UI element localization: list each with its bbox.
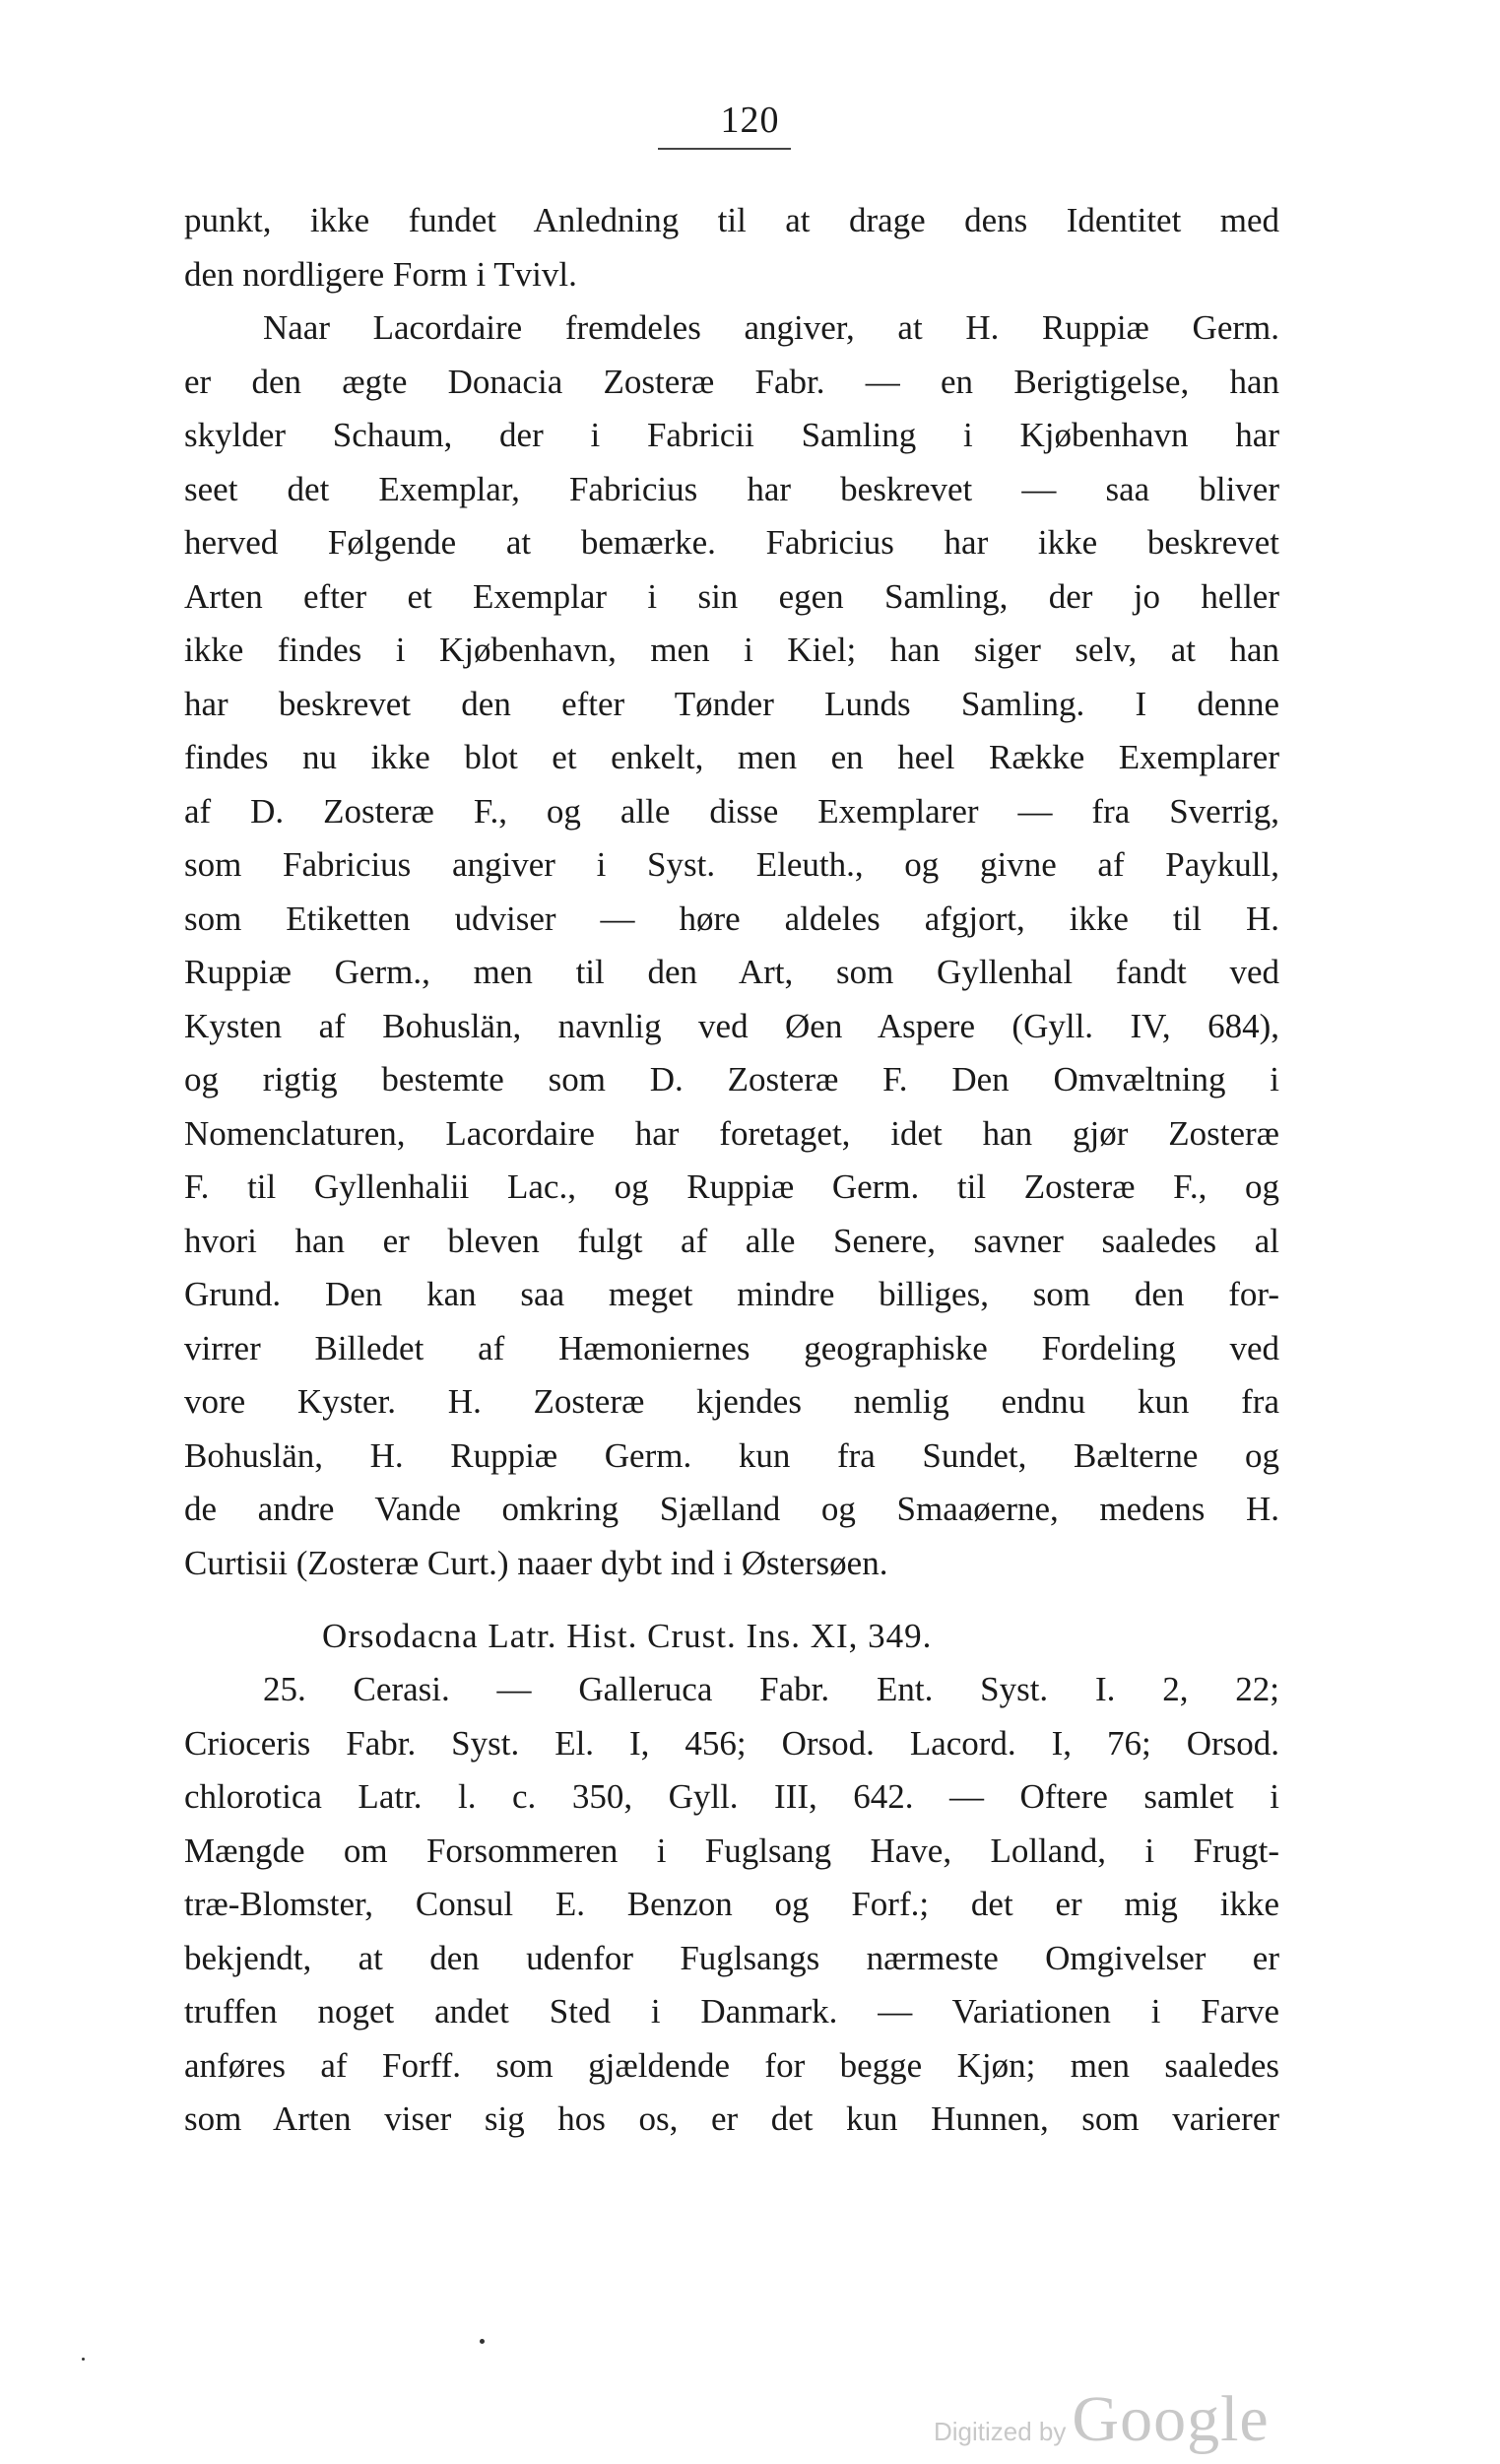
text-line: af D. Zosteræ F., og alle disse Exemplarer — fra Sverrig, — [184, 791, 1279, 831]
digitized-by-label: Digitized by — [934, 2417, 1067, 2446]
text-line: skylder Schaum, der i Fabricii Samling i Kjøbenhavn har — [184, 416, 1279, 454]
text-line: hvori han er bleven fulgt af alle Senere, savner saaledes al — [184, 1221, 1279, 1260]
digitized-watermark — [934, 2382, 1270, 2457]
genus-heading-block — [184, 1610, 1279, 1664]
text-line: som Fabricius angiver i Syst. Eleuth., og givne af Paykull, — [184, 845, 1279, 884]
text-line: Arten efter et Exemplar i sin egen Samling, der jo heller — [184, 576, 1279, 616]
page-number: 120 — [720, 100, 780, 141]
page-number-rule — [658, 148, 791, 150]
text-line: herved Følgende at bemærke. Fabricius har ikke beskrevet — [184, 523, 1279, 562]
text-line: truffen noget andet Sted i Danmark. — Variationen i Farve — [184, 1992, 1279, 2031]
text-line: de andre Vande omkring Sjælland og Smaaøerne, medens H. — [184, 1490, 1279, 1528]
text-line: Crioceris Fabr. Syst. El. I, 456; Orsod. Lacord. I, 76; Orsod. — [184, 1723, 1279, 1763]
text-line: Grund. Den kan saa meget mindre billiges, som den for- — [184, 1275, 1279, 1313]
text-line: punkt, ikke fundet Anledning til at drage dens Identitet med — [184, 201, 1279, 239]
text-line: Bohuslän, H. Ruppiæ Germ. kun fra Sundet, Bælterne og — [184, 1435, 1279, 1475]
species-entry-block — [184, 1663, 1279, 2147]
ink-speck — [480, 2339, 485, 2344]
text-line: seet det Exemplar, Fabricius har beskrevet — saa bliver — [184, 469, 1279, 508]
text-line: chlorotica Latr. l. c. 350, Gyll. III, 642. — Oftere samlet i — [184, 1777, 1279, 1816]
text-line: som Etiketten udviser — høre aldeles afgjort, ikke til H. — [184, 899, 1279, 938]
text-line: træ-Blomster, Consul E. Benzon og Forf.; det er mig ikke — [184, 1885, 1279, 1923]
main-text-block — [184, 194, 1279, 1590]
text-line: Kysten af Bohuslän, navnlig ved Øen Aspere (Gyll. IV, 684), — [184, 1006, 1279, 1045]
text-line: Ruppiæ Germ., men til den Art, som Gyllenhal fandt ved — [184, 953, 1279, 991]
text-line: er den ægte Donacia Zosteræ Fabr. — en Berigtigelse, han — [184, 362, 1279, 401]
text-line: som Arten viser sig hos os, er det kun Hunnen, som varierer — [184, 2099, 1279, 2138]
genus-heading: Orsodacna Latr. Hist. Crust. Ins. XI, 349. — [322, 1617, 933, 1655]
text-line: den nordligere Form i Tvivl. — [184, 254, 577, 294]
text-line: og rigtig bestemte som D. Zosteræ F. Den Omvæltning i — [184, 1060, 1279, 1099]
text-line: 25. Cerasi. — Galleruca Fabr. Ent. Syst. I. 2, 22; — [263, 1670, 1279, 1708]
text-line: anføres af Forff. som gjældende for begge Kjøn; men saaledes — [184, 2045, 1279, 2085]
text-line: Mængde om Forsommeren i Fuglsang Have, Lolland, i Frugt- — [184, 1831, 1279, 1870]
text-line: Nomenclaturen, Lacordaire har foretaget, idet han gjør Zosteræ — [184, 1113, 1279, 1153]
text-line: findes nu ikke blot et enkelt, men en heel Række Exemplarer — [184, 738, 1279, 776]
text-line: har beskrevet den efter Tønder Lunds Samling. I denne — [184, 684, 1279, 723]
text-line: vore Kyster. H. Zosteræ kjendes nemlig endnu kun fra — [184, 1382, 1279, 1421]
ink-speck — [82, 2358, 85, 2361]
text-line: bekjendt, at den udenfor Fuglsangs nærmeste Omgivelser er — [184, 1938, 1279, 1977]
text-line: virrer Billedet af Hæmoniernes geographiske Fordeling ved — [184, 1328, 1279, 1367]
google-logo: Google — [1072, 2383, 1270, 2455]
text-line: Curtisii (Zosteræ Curt.) naaer dybt ind i Østersøen. — [184, 1543, 888, 1582]
text-line: F. til Gyllenhalii Lac., og Ruppiæ Germ. til Zosteræ F., og — [184, 1167, 1279, 1206]
text-line: ikke findes i Kjøbenhavn, men i Kiel; han siger selv, at han — [184, 631, 1279, 669]
text-line: Naar Lacordaire fremdeles angiver, at H. Ruppiæ Germ. — [263, 308, 1279, 347]
